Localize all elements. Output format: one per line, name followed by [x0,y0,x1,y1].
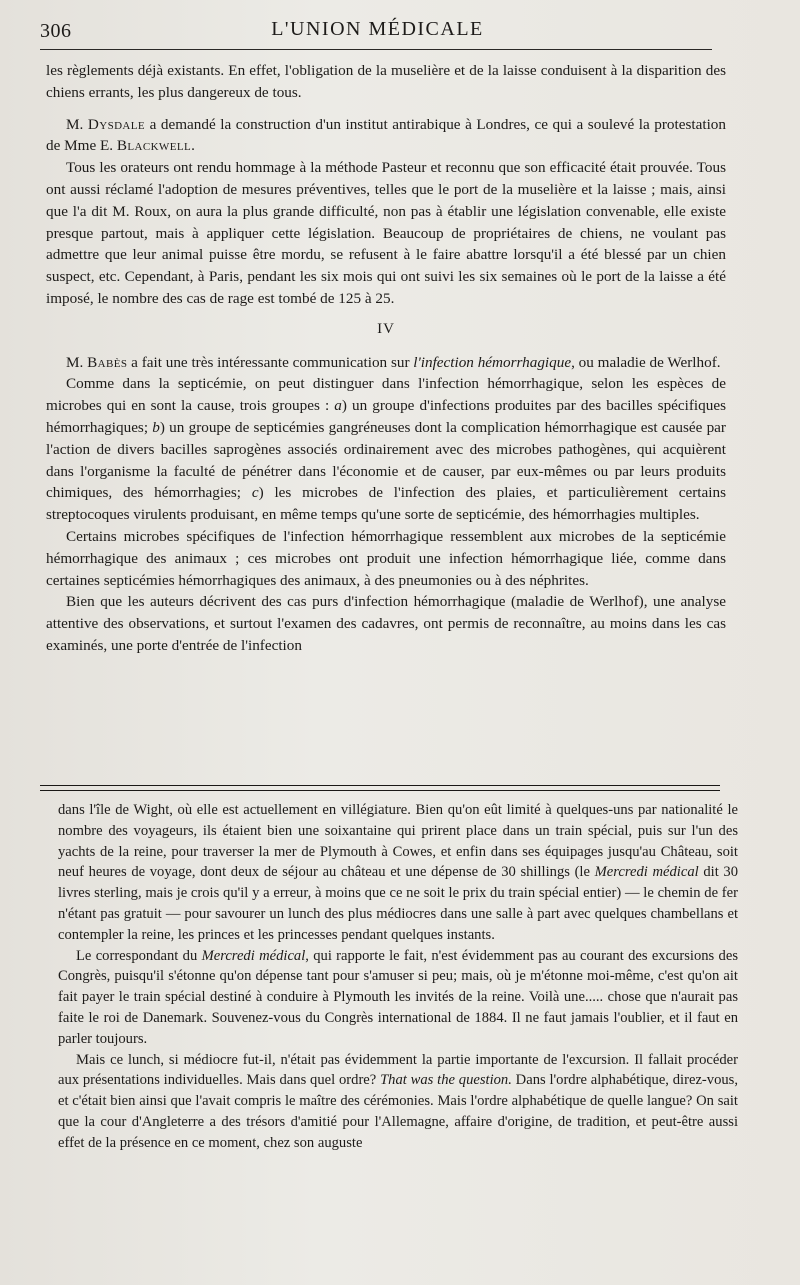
paragraph-pasteur: Tous les orateurs ont rendu hommage à la méthode Pasteur et reconnu que son efficacité était prouvée. Tous ont aussi réclamé l'adoption de mesures préventives, telles que le port de la muselière et la laisse ; mais, ainsi que l'a dit M. Roux, on aura la plus grande difficulté, non pas à établir une législation convenable, elle existe presque partout, mais à appliquer cette législation. Beaucoup de propriétaires de chiens, ne voulant pas admettre que leur animal puisse être mordu, se refusent à le faire abattre lorsqu'il a été blessé par un chien suspect, etc. Cependant, à Paris, pendant les six mois qui ont suivi les six semaines où le port de la laisse a été imposé, le nombre des cas de rage est tombé de 125 à 25. [46,159,726,307]
text: dans l'île de Wight, où elle est actuellement en villégiature. Bien qu'on eût limité à quelques-uns par nationalité le nombre des voyageurs, ils étaient bien une soixantaine qui prirent place dans un train spécial, puis sur l'un des yachts de la reine, pour traverser la mer de Plymouth à Cowes, et enfin dans ses équipages jusqu'au Château, soit neuf heures de voyage, dont deux de séjour au château et une dépense de 30 shillings (le [58,802,738,881]
text: a demandé la construction d'un institut antirabique à Londres, ce qui a soulevé la protestation de Mme E. [46,115,726,155]
paragraph-lunch [58,1050,738,1154]
person-name: Dysdale [87,115,146,133]
text: ) un groupe de septicémies gangréneuses dont la complication hémorrhagique est causée par l'action de divers bacilles saprogènes associés ordinairement avec des microbes pathogènes, qui acquièrent dans l'organisme la faculté de pénétrer dans l'économie et de causer, par eux-mêmes ou par leurs produits chimiques, des hémorrhagies; [46,418,726,502]
paragraph-muzzle: les règlements déjà existants. En effet, l'obligation de la muselière et de la laisse conduisent à la disparition des chiens errants, les plus dangereux de tous. [46,62,726,101]
person-name: Blackwell [116,137,192,155]
italic-term: That was the question. [380,1072,512,1089]
list-letter: b [152,418,160,436]
column-separator [40,785,720,786]
paragraph-wight [58,800,738,946]
page-number: 306 [40,20,72,42]
paragraph-correspondent [58,946,738,1050]
italic-term: Mercredi médical [201,947,306,964]
italic-term: Mercredi médical [594,864,699,881]
italic-term: l'infection hémorrhagique [413,353,572,371]
list-letter: a [334,397,342,415]
journal-title: L'UNION MÉDICALE [271,18,484,40]
paragraph-werlhof: Bien que les auteurs décrivent des cas purs d'infection hémorrhagique (maladie de Werlhof), une analyse attentive des observations, et surtout l'examen des cadavres, ont permis de reconnaître, au moins dans les cas examinés, une porte d'entrée de l'infection [46,593,726,654]
text: Dans l'ordre alphabétique, direz-vous, et c'était bien ainsi que l'avait compris le maître des cérémonies. Mais l'ordre alphabétique de quelle langue? On sait que la cour d'Angleterre a des trésors d'amitié pour l'Allemagne, affaire d'origine, de tradition, et peut-être aussi effet de la présence en ce moment, chez son auguste [58,1072,738,1151]
text: dit 30 livres sterling, mais je crois qu'il y a erreur, à moins que ce ne soit le prix du train spécial entier) — le chemin de fer n'étant pas gratuit — pour savourer un lunch des plus médiocres dans une salle à part avec quelques chambellans et contempler la reine, les princes et les princesses pendant quelques instants. [58,864,739,943]
paragraph-dysdale [46,114,726,158]
text: , ou maladie de Werlhof. [571,353,721,371]
text: , qui rapporte le fait, n'est évidemment pas au courant des excursions des Congrès, puisqu'il s'étonne qu'on dépense tant pour s'amuser si peu; mais, où je m'étonne moi-même, c'est qu'on ait fait payer le train spécial destiné à conduire à Plymouth les invités de la reine. Voilà une..... chose que n'aurait pas faite le roi de Danemark. Souvenez-vous du Congrès international de 1884. Il ne faut jamais l'oublier, et il faut en parler toujours. [58,947,738,1047]
paragraph-septicemia [46,373,726,526]
text: ) les microbes de l'infection des plaies, et particulièrement certains streptocoques virulents produisant, en même temps qu'une sorte de septicémie, des hémorrhagies multiples. [46,484,726,524]
upper-column [46,60,726,657]
text: M. [66,115,88,133]
paragraph-microbes: Certains microbes spécifiques de l'infection hémorrhagique ressemblent aux microbes de la septicémie hémorrhagique des animaux ; ces microbes ont produit une infection hémorrhagique liée, comme dans certaines septicémies hémorrhagiques des animaux, à des pneumonies ou à des néphrites. [46,527,726,589]
paragraph-babes [46,352,726,374]
section-heading: IV [377,320,395,337]
lower-column [58,800,738,1154]
text: Comme dans la septicémie, on peut distinguer dans l'infection hémorrhagique, selon les espèces de microbes qui en sont la cause, trois groupes : [46,375,726,415]
header-rule [40,49,712,50]
column-separator [40,790,720,791]
text: M. [66,353,88,371]
text: Le correspondant du [76,947,202,964]
text: a fait une très intéressante communication sur [127,353,414,371]
running-header [40,18,715,48]
text: Mais ce lunch, si médiocre fut-il, n'était pas évidemment la partie importante de l'excursion. Il fallait procéder aux présentations individuelles. Mais dans quel ordre? [58,1051,738,1089]
text: ) un groupe d'infections produites par des bacilles spécifiques hémorrhagiques; [46,397,726,436]
list-letter: c [251,484,259,502]
text: . [191,137,195,155]
person-name: Babès [87,353,128,371]
